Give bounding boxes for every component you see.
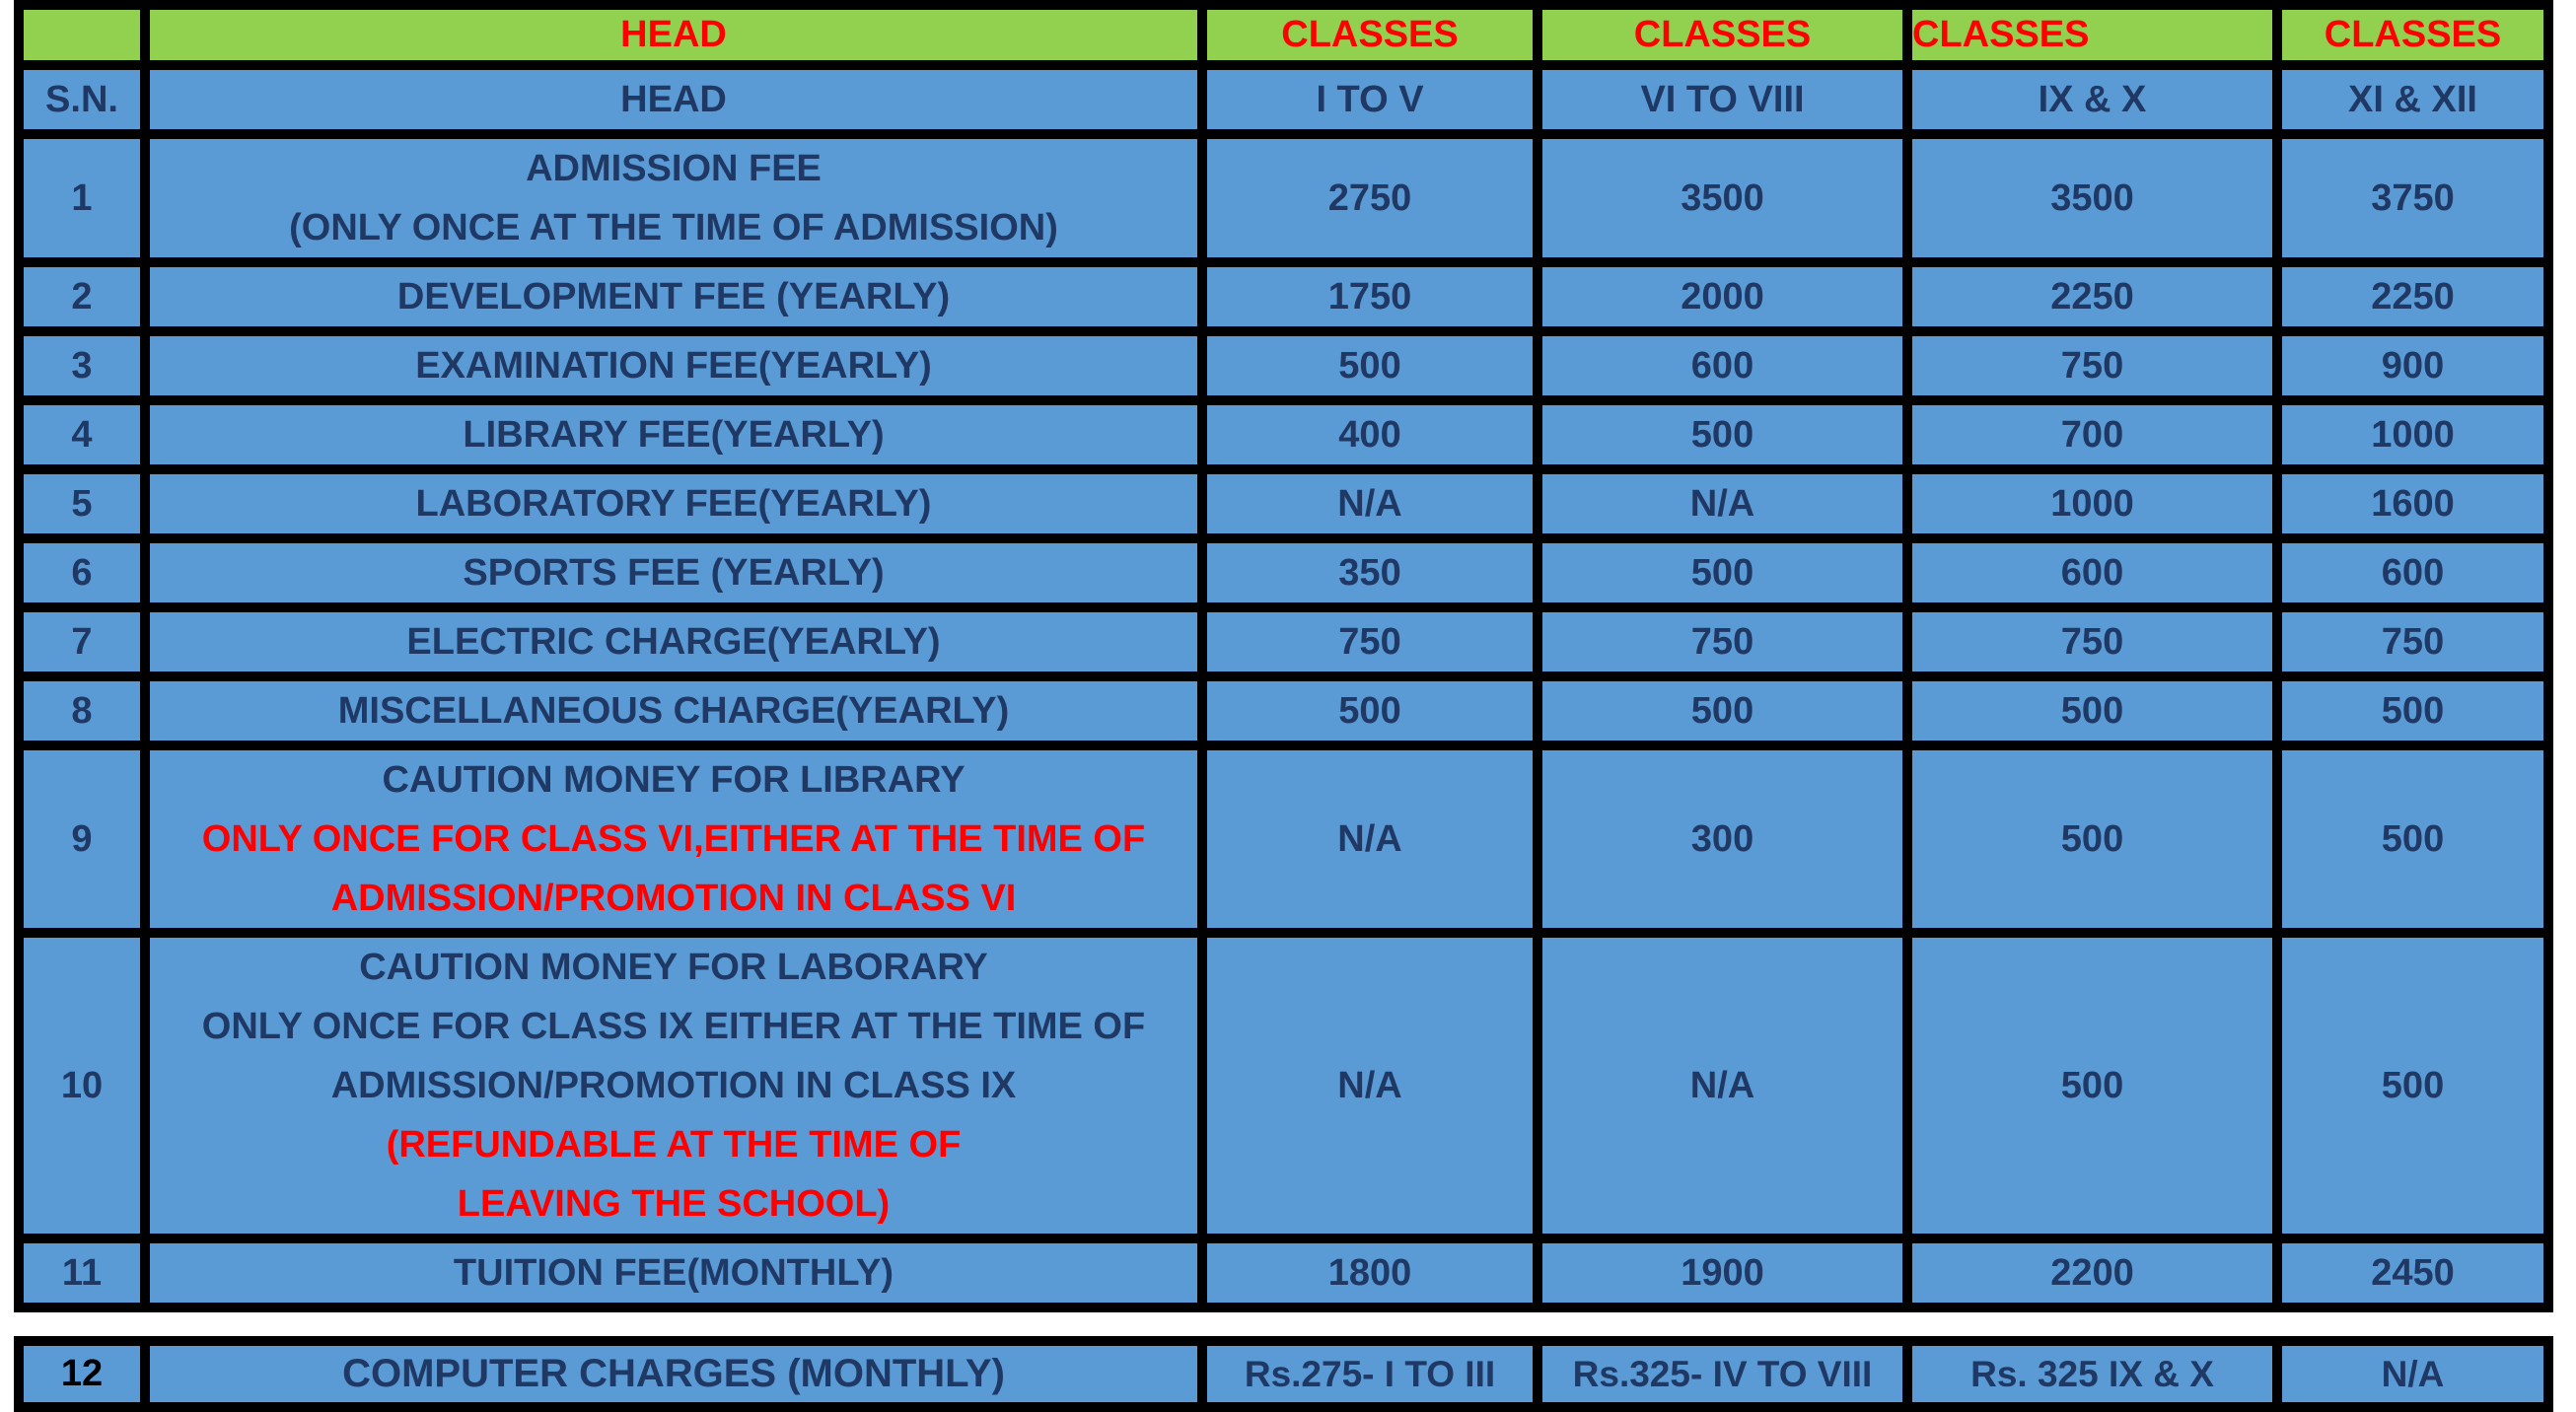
header-group-4: XI & XII: [2282, 70, 2543, 129]
row-head-note: LEAVING THE SCHOOL): [457, 1183, 891, 1225]
row-value: 1000: [1912, 474, 2272, 533]
row-value: N/A: [1542, 474, 1902, 533]
header-row-top: [24, 10, 2543, 60]
row-head: EXAMINATION FEE(YEARLY): [150, 336, 1197, 395]
row-value: 300: [1542, 750, 1902, 928]
row-value: 500: [1207, 681, 1533, 741]
row-value: 500: [1912, 938, 2272, 1234]
row-head-line: ADMISSION FEE: [526, 148, 822, 189]
row-value: 750: [1542, 612, 1902, 671]
header-group-3: IX & X: [1912, 70, 2272, 129]
table-row: [24, 1243, 2543, 1303]
row-value: 500: [1912, 681, 2272, 741]
row-value: 1750: [1207, 267, 1533, 326]
row-value: N/A: [1207, 938, 1533, 1234]
row-head: [150, 938, 1197, 1234]
row-value: 700: [1912, 405, 2272, 464]
row-value: 400: [1207, 405, 1533, 464]
row-value: 2250: [2282, 267, 2543, 326]
row-head: ELECTRIC CHARGE(YEARLY): [150, 612, 1197, 671]
table-row: [24, 543, 2543, 602]
row-value: 600: [2282, 543, 2543, 602]
row-value: 600: [1912, 543, 2272, 602]
row-head: [150, 139, 1197, 257]
header-classes-4: CLASSES: [2282, 10, 2543, 60]
table-row: [24, 267, 2543, 326]
row-value: 2250: [1912, 267, 2272, 326]
row-value: 750: [1912, 612, 2272, 671]
row-sn: 1: [24, 139, 140, 257]
row-value: 750: [1207, 612, 1533, 671]
table-row: [24, 750, 2543, 928]
row-value: 500: [2282, 681, 2543, 741]
row-value: 1800: [1207, 1243, 1533, 1303]
computer-charges-table: [14, 1336, 2553, 1412]
row-value: 500: [1542, 681, 1902, 741]
row-value: 600: [1542, 336, 1902, 395]
row-head-line: CAUTION MONEY FOR LIBRARY: [382, 759, 966, 801]
table-row: [24, 681, 2543, 741]
header-classes-1: CLASSES: [1207, 10, 1533, 60]
header-head-top: HEAD: [150, 10, 1197, 60]
row-head: MISCELLANEOUS CHARGE(YEARLY): [150, 681, 1197, 741]
table-row: [24, 612, 2543, 671]
fee-table: [14, 0, 2553, 1312]
row-head: LABORATORY FEE(YEARLY): [150, 474, 1197, 533]
row-head-note: ADMISSION/PROMOTION IN CLASS VI: [330, 878, 1017, 919]
row-sn: 7: [24, 612, 140, 671]
row-head-note: ONLY ONCE FOR CLASS VI,EITHER AT THE TIME OF: [201, 818, 1146, 860]
row-sn: 4: [24, 405, 140, 464]
row-value: 2200: [1912, 1243, 2272, 1303]
row-value: 500: [1912, 750, 2272, 928]
row-value: 3750: [2282, 139, 2543, 257]
row-head: LIBRARY FEE(YEARLY): [150, 405, 1197, 464]
row-value: 500: [2282, 750, 2543, 928]
row-value: N/A: [2282, 1346, 2543, 1402]
row-value: 2750: [1207, 139, 1533, 257]
row-head: [150, 750, 1197, 928]
row-sn: 6: [24, 543, 140, 602]
row-value: 3500: [1912, 139, 2272, 257]
row-sn: 5: [24, 474, 140, 533]
row-head-line: CAUTION MONEY FOR LABORARY: [359, 947, 988, 988]
row-value: 2450: [2282, 1243, 2543, 1303]
row-value: Rs. 325 IX & X: [1912, 1346, 2272, 1402]
row-value: Rs.325- IV TO VIII: [1542, 1346, 1902, 1402]
row-head: TUITION FEE(MONTHLY): [150, 1243, 1197, 1303]
row-head-line: (ONLY ONCE AT THE TIME OF ADMISSION): [289, 207, 1058, 248]
row-sn: 2: [24, 267, 140, 326]
row-value: 1900: [1542, 1243, 1902, 1303]
row-head-line: ADMISSION/PROMOTION IN CLASS IX: [330, 1065, 1017, 1106]
table-row: [24, 1346, 2543, 1402]
row-value: 500: [1207, 336, 1533, 395]
table-row: [24, 139, 2543, 257]
header-sn-blank: [24, 10, 140, 60]
row-head: SPORTS FEE (YEARLY): [150, 543, 1197, 602]
row-value: 500: [1542, 543, 1902, 602]
row-value: 1000: [2282, 405, 2543, 464]
row-value: 500: [2282, 938, 2543, 1234]
table-row: [24, 405, 2543, 464]
row-sn: 12: [24, 1346, 140, 1402]
row-value: 750: [1912, 336, 2272, 395]
row-value: 500: [1542, 405, 1902, 464]
row-sn: 10: [24, 938, 140, 1234]
header-classes-3: CLASSES: [1912, 10, 2272, 60]
row-value: N/A: [1207, 474, 1533, 533]
row-sn: 11: [24, 1243, 140, 1303]
header-group-1: I TO V: [1207, 70, 1533, 129]
row-head: COMPUTER CHARGES (MONTHLY): [150, 1346, 1197, 1402]
row-sn: 3: [24, 336, 140, 395]
row-value: 3500: [1542, 139, 1902, 257]
header-head: HEAD: [150, 70, 1197, 129]
row-sn: 9: [24, 750, 140, 928]
row-value: 750: [2282, 612, 2543, 671]
row-value: N/A: [1542, 938, 1902, 1234]
table-row: [24, 474, 2543, 533]
header-sn: S.N.: [24, 70, 140, 129]
row-value: 350: [1207, 543, 1533, 602]
row-value: Rs.275- I TO III: [1207, 1346, 1533, 1402]
table-row: [24, 938, 2543, 1234]
row-value: 2000: [1542, 267, 1902, 326]
table-row: [24, 336, 2543, 395]
row-head-line: ONLY ONCE FOR CLASS IX EITHER AT THE TIME OF: [201, 1006, 1146, 1047]
row-value: 1600: [2282, 474, 2543, 533]
header-classes-2: CLASSES: [1542, 10, 1902, 60]
header-group-2: VI TO VIII: [1542, 70, 1902, 129]
row-head: DEVELOPMENT FEE (YEARLY): [150, 267, 1197, 326]
row-sn: 8: [24, 681, 140, 741]
header-row-groups: [24, 70, 2543, 129]
row-value: 900: [2282, 336, 2543, 395]
row-value: N/A: [1207, 750, 1533, 928]
row-head-note: (REFUNDABLE AT THE TIME OF: [386, 1124, 962, 1165]
